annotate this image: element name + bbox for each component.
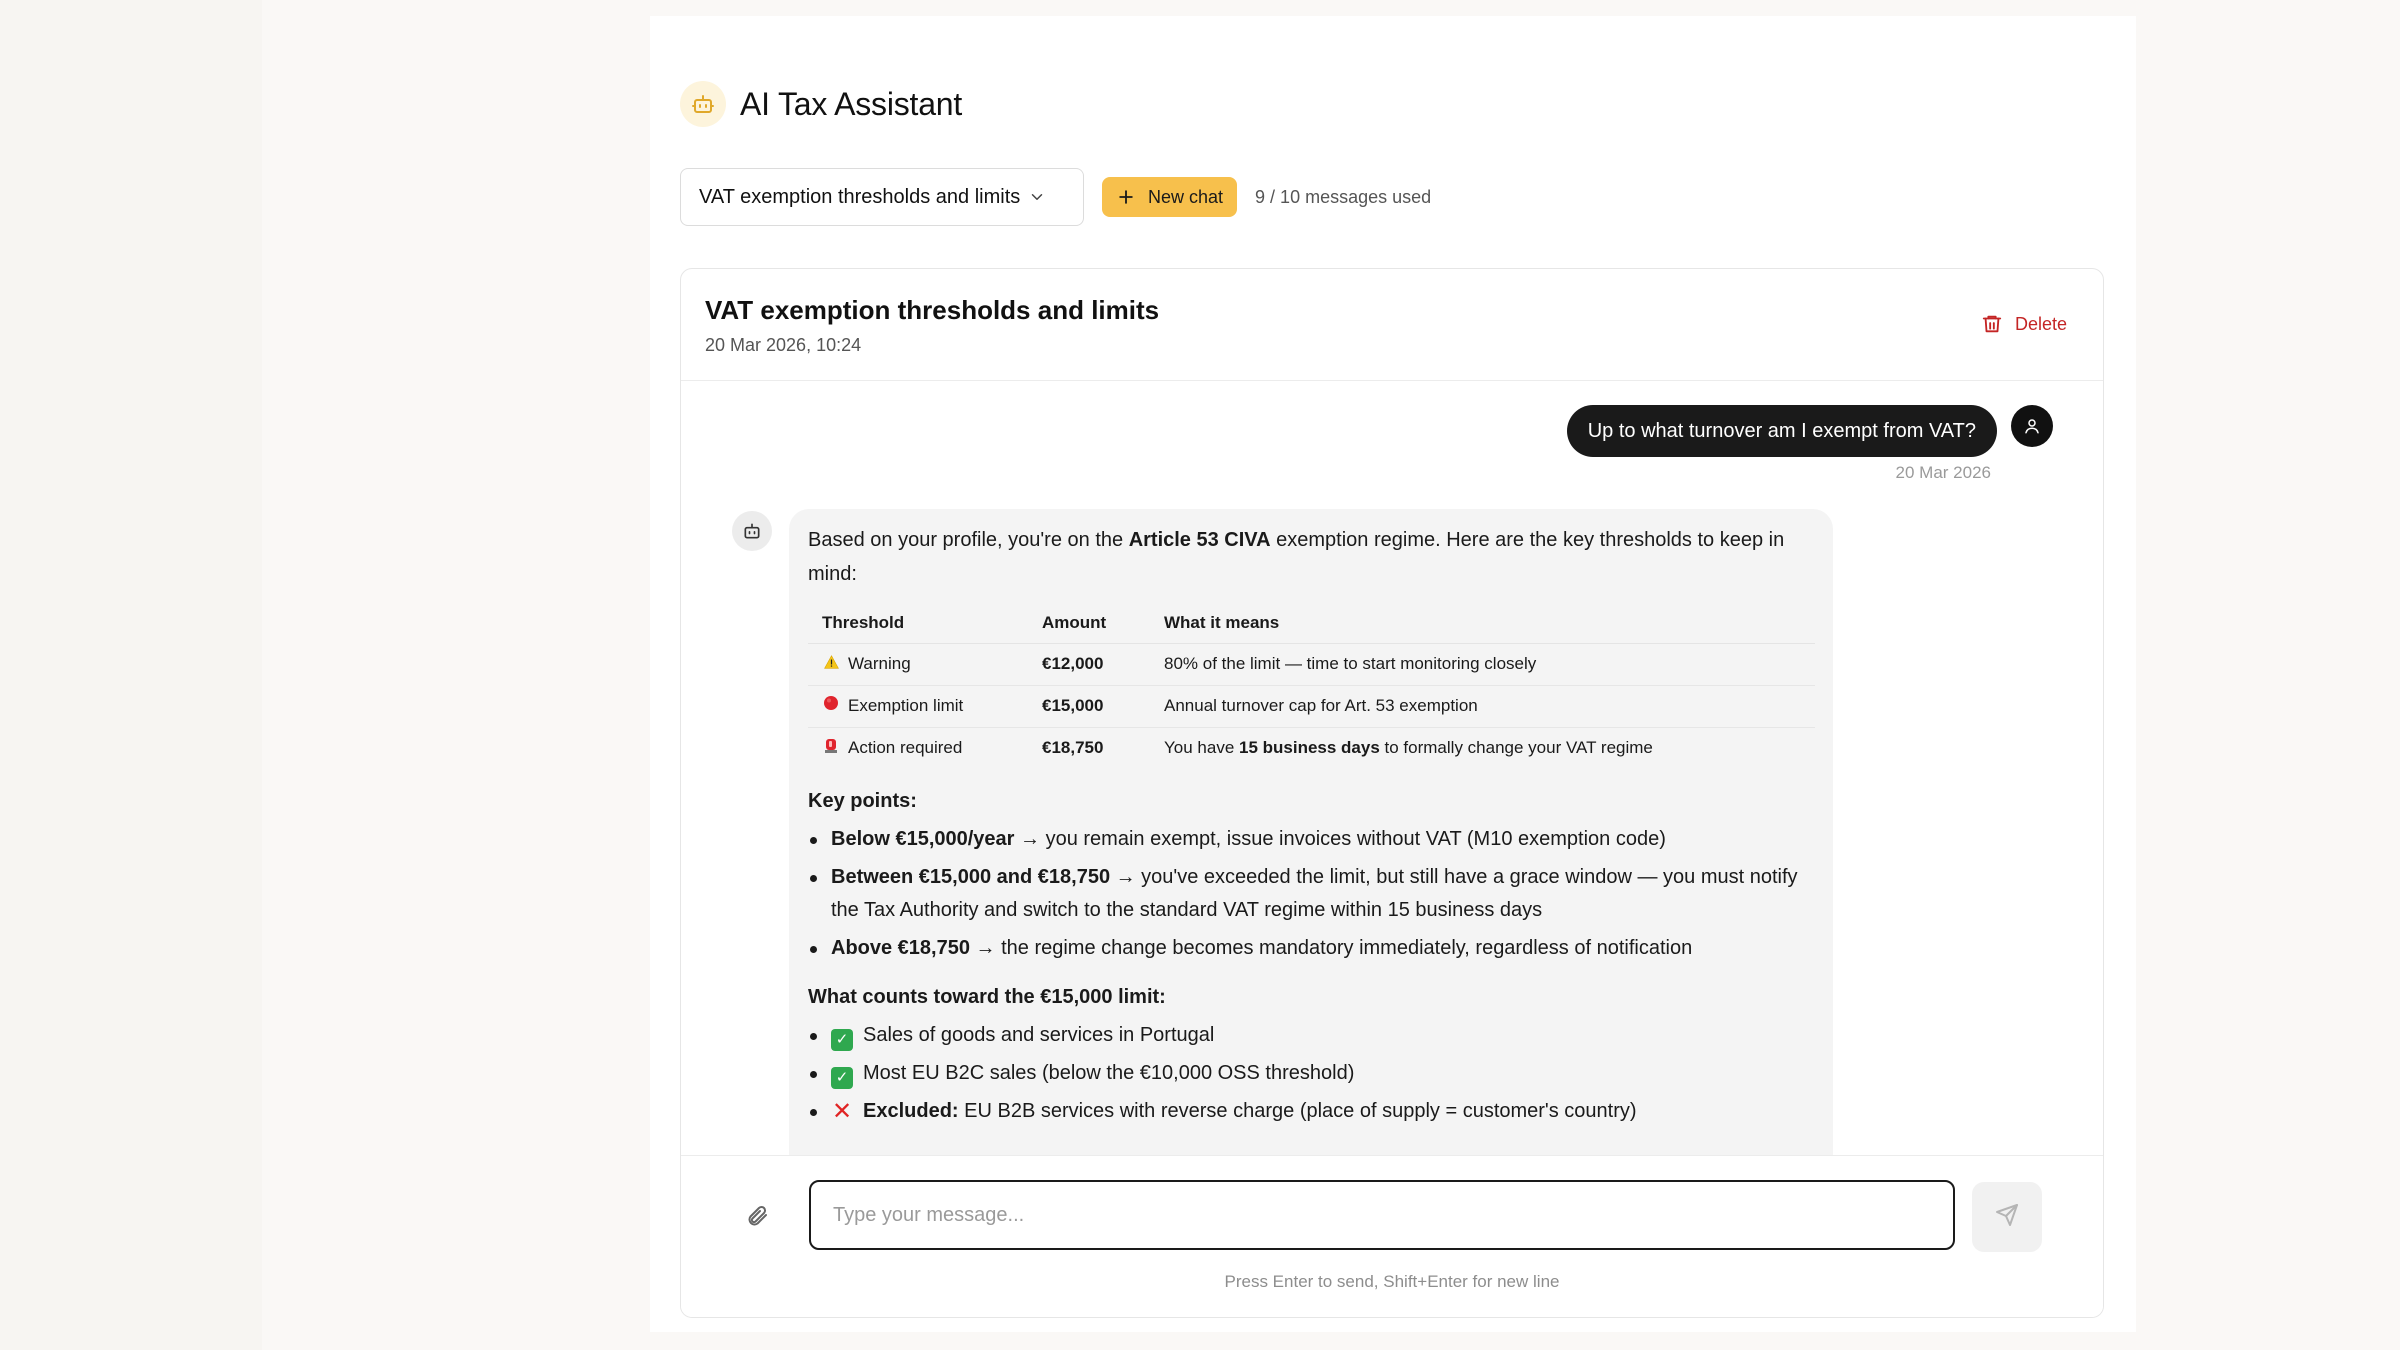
thresholds-table (808, 603, 1815, 769)
column-header: What it means (1150, 603, 1815, 643)
composer (681, 1155, 2103, 1318)
usage-counter: 9 / 10 messages used (1255, 186, 1432, 207)
siren-icon (822, 732, 840, 766)
paperclip-icon (745, 1204, 769, 1233)
column-header: Amount (1028, 603, 1150, 643)
user-message-time: 20 Mar 2026 (1895, 463, 1991, 482)
chevron-down-icon (1028, 188, 1046, 206)
check-icon: ✓ (831, 1067, 853, 1089)
conversation-select-value: VAT exemption thresholds and limits (699, 185, 1021, 208)
trash-icon (1981, 313, 2003, 335)
send-icon (1995, 1203, 2019, 1232)
list-item: Above €18,750 → the regime change becomes mandatory immediately, regardless of notification (808, 932, 1815, 965)
user-message (1567, 405, 2053, 457)
robot-logo-icon (680, 81, 726, 127)
cross-icon: ✕ (831, 1098, 853, 1125)
app-title: AI Tax Assistant (740, 85, 963, 122)
conversation-title: VAT exemption thresholds and limits (705, 295, 1160, 325)
list-item: Below €15,000/year → you remain exempt, issue invoices without VAT (M10 exemption code) (808, 823, 1815, 856)
user-message-bubble: Up to what turnover am I exempt from VAT? (1567, 405, 1997, 457)
table-header-row (808, 603, 1815, 643)
red-circle-icon (822, 690, 840, 724)
table-row: Warning €12,000 80% of the limit — time to start monitoring closely (808, 643, 1815, 685)
toolbar (680, 168, 1431, 226)
key-points-list (808, 823, 1815, 965)
user-avatar-icon (2011, 405, 2053, 447)
plus-icon (1116, 187, 1136, 207)
messages-area[interactable] (681, 381, 2103, 1156)
table-row: Exemption limit €15,000 Annual turnover cap for Art. 53 exemption (808, 685, 1815, 727)
counts-heading: What counts toward the €15,000 limit: (808, 986, 1166, 1008)
column-header: Threshold (808, 603, 1028, 643)
bot-avatar-icon (732, 511, 772, 551)
conversation-select[interactable] (680, 168, 1084, 226)
app-header (680, 78, 962, 130)
conversation-date: 20 Mar 2026, 10:24 (705, 335, 862, 355)
assistant-intro: Based on your profile, you're on the Article 53 CIVA exemption regime. Here are the key thresholds to keep in mind: (808, 529, 1785, 585)
message-input[interactable] (809, 1180, 1955, 1250)
assistant-message-bubble (789, 509, 1833, 1156)
list-item: ✓ Most EU B2C sales (below the €10,000 OSS threshold) (808, 1057, 1815, 1090)
counts-list (808, 1019, 1815, 1128)
left-background (0, 0, 262, 1350)
warning-icon (822, 648, 840, 682)
new-chat-button[interactable] (1102, 177, 1237, 217)
chat-header (681, 269, 2103, 381)
delete-label: Delete (2014, 313, 2067, 334)
delete-button[interactable] (1981, 313, 2067, 335)
attach-button[interactable] (745, 1204, 769, 1233)
key-points-heading: Key points: (808, 790, 917, 812)
table-row: Action required €18,750 You have 15 business days to formally change your VAT regime (808, 727, 1815, 769)
assistant-panel (650, 16, 2136, 1332)
list-item: ✕ Excluded: EU B2B services with reverse charge (place of supply = customer's country) (808, 1095, 1815, 1128)
new-chat-label: New chat (1148, 186, 1224, 207)
chat-card (680, 268, 2104, 1318)
list-item: ✓ Sales of goods and services in Portugal (808, 1019, 1815, 1052)
send-button[interactable] (1972, 1182, 2042, 1252)
check-icon: ✓ (831, 1029, 853, 1051)
input-hint: Press Enter to send, Shift+Enter for new line (1224, 1272, 1560, 1291)
list-item: Between €15,000 and €18,750 → you've exceeded the limit, but still have a grace window — you must notify the Tax Authority and switch to the standard VAT regime within 15 business days (808, 861, 1815, 927)
